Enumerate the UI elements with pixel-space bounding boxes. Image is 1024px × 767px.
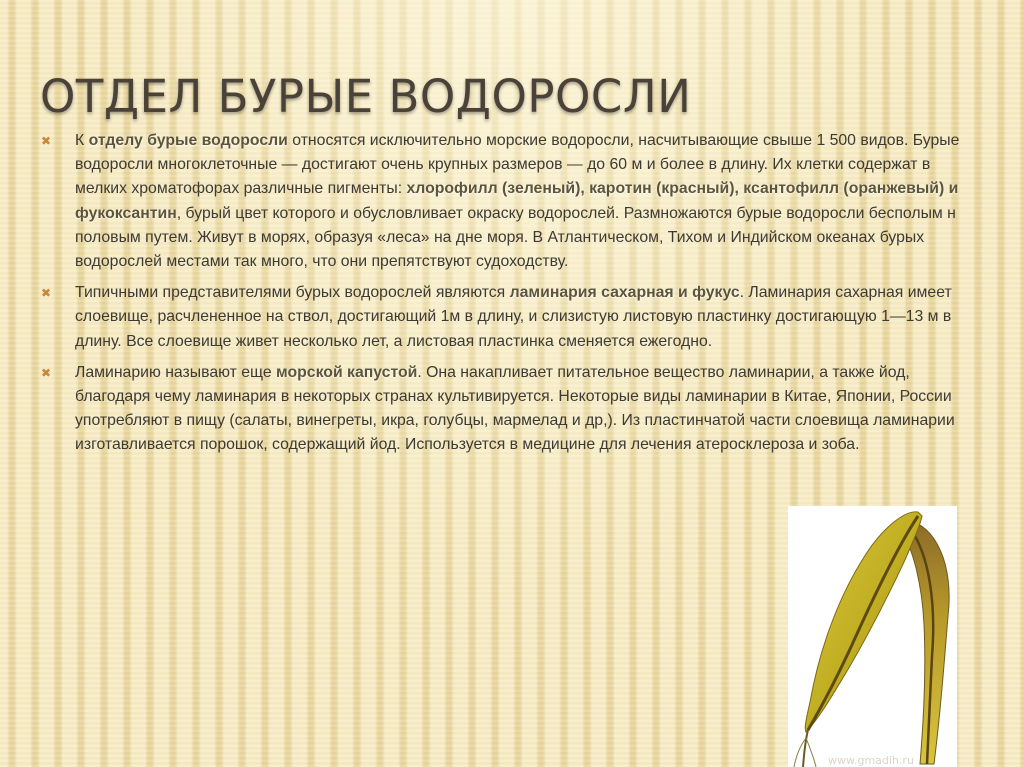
paragraph-text: . Она накапливает питательное вещество ламинарии, а также йод, благодаря чему ламинария в некоторых странах культивируется. Некоторые виды ламинарии в Китае, Японии, России употребляют в пищу (салаты, винегреты, икра, голубцы, мармелад и др,). Из пластинчатой части слоевища ламинарии изготавливается порошок, содержащий йод. Используется в медицине для лечения атеросклероза и зоба. xyxy=(75,363,955,454)
watermark-text: www.gmadih.ru xyxy=(828,754,914,767)
slide-title: ОТДЕЛ БУРЫЕ ВОДОРОСЛИ xyxy=(40,70,692,123)
paragraph-brown-algae-division xyxy=(40,129,980,274)
kelp-image xyxy=(788,506,957,767)
paragraph-sea-cabbage xyxy=(40,361,980,458)
paragraph-text: , бурый цвет которого и обусловливает окраску водорослей. Размножаются бурые водоросли бесполым н половым путем. Живут в морях, образуя «леса» на дне моря. В Атлантическом, Тихом и Индийском океанах бурых водорослей местами так много, что они препятствуют судоходству. xyxy=(75,204,956,271)
highlight-sea-cabbage: морской капустой xyxy=(276,363,418,381)
highlight-species: ламинария сахарная и фукус xyxy=(509,284,740,302)
x-mark-bullet-icon: ✖ xyxy=(40,365,52,380)
kelp-illustration-icon xyxy=(788,506,957,767)
x-mark-bullet-icon: ✖ xyxy=(40,286,52,301)
paragraph-text: относятся исключительно морские водоросли, насчитывающие свыше 1 500 видов. Бурые водоросли многоклеточные — достигают очень крупных размеров — до 60 м и более в длину. Их клетки содержат в мелких хроматофорах различные пигменты: xyxy=(75,132,960,198)
paragraph-typical-representatives xyxy=(40,281,980,354)
highlight-pigments: хлорофилл (зеленый), каротин (красный), ксантофилл (оранжевый) и фукоксантин xyxy=(75,180,959,222)
highlight-term: отделу бурые водоросли xyxy=(88,132,288,149)
paragraph-text: К xyxy=(75,132,89,149)
x-mark-bullet-icon: ✖ xyxy=(40,134,52,148)
paragraph-text: Типичными представителями бурых водорослей являются xyxy=(75,284,510,302)
paragraph-text: Ламинарию называют еще xyxy=(75,363,277,381)
paragraph-text: . Ламинария сахарная имеет слоевище, расчлененное на ствол, достигающий 1м в длину, и слизистую листовую пластинку достигающую 1—13 м в длину. Все слоевище живет несколько лет, а листовая пластинка сменяется ежегодно. xyxy=(75,284,952,350)
slide-body xyxy=(40,129,980,465)
